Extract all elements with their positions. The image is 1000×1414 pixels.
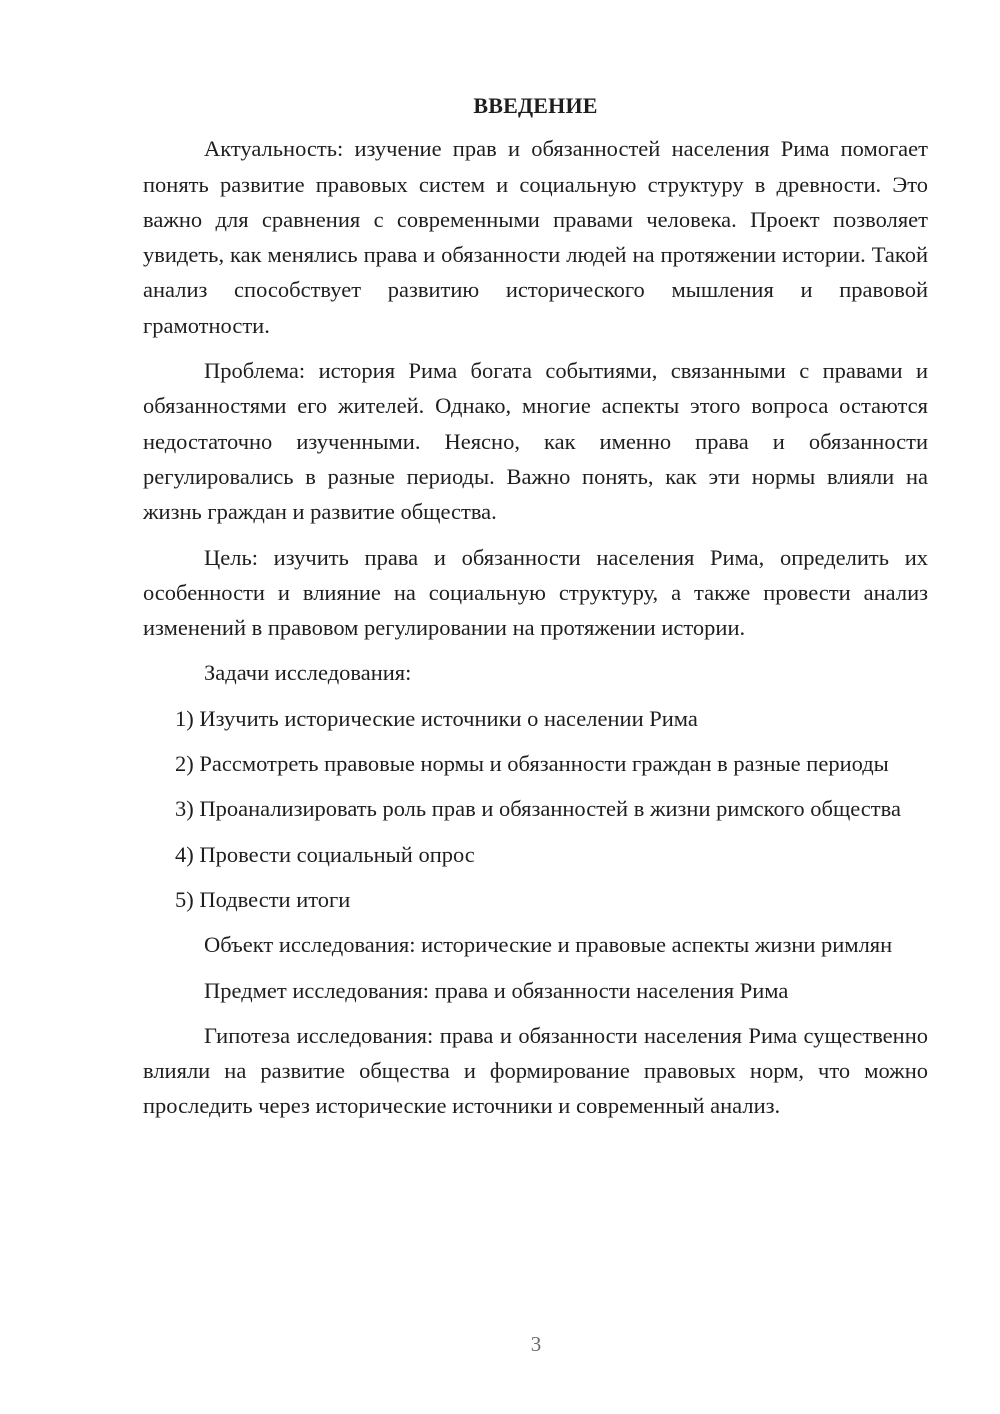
task-item: 4) Провести социальный опрос bbox=[175, 841, 475, 867]
paragraph-problem: Проблема: история Рима богата событиями, связанными с правами и обязанностями его жителей. Однако, многие аспекты этого вопроса остаются недостаточно изученными. Неясно, как именно права и обязанности регулировались в разные периоды. Важно понять, как эти нормы влияли на жизнь граждан и развитие общества. bbox=[143, 358, 928, 525]
paragraph-hypothesis: Гипотеза исследования: права и обязанности населения Рима существенно влияли на развитие общества и формирование правовых норм, что можно проследить через исторические источники и современный анализ. bbox=[143, 1022, 928, 1119]
paragraph-goal: Цель: изучить права и обязанности населения Рима, определить их особенности и влияние на социальную структуру, а также провести анализ изменений в правовом регулировании на протяжении истории. bbox=[143, 544, 928, 641]
paragraph-relevance: Актуальность: изучение прав и обязанностей населения Рима помогает понять развитие правовых систем и социальную структуру в древности. Это важно для сравнения с современными правами человека. Проект позволяет увидеть, как менялись права и обязанности людей на протяжении истории. Такой анализ способствует развитию исторического мышления и правовой грамотности. bbox=[143, 136, 928, 338]
task-item: 2) Рассмотреть правовые нормы и обязанности граждан в разные периоды bbox=[175, 751, 889, 777]
task-item: 3) Проанализировать роль прав и обязанностей в жизни римского общества bbox=[175, 796, 901, 822]
paragraph-subject: Предмет исследования: права и обязанности населения Рима bbox=[204, 977, 789, 1003]
page-content bbox=[143, 88, 928, 1134]
task-item: 5) Подвести итоги bbox=[175, 886, 351, 912]
page-title: ВВЕДЕНИЕ bbox=[473, 93, 598, 118]
paragraph-object: Объект исследования: исторические и правовые аспекты жизни римлян bbox=[204, 932, 893, 958]
page-number: 3 bbox=[530, 1332, 542, 1356]
paragraph-tasks-heading: Задачи исследования: bbox=[204, 660, 412, 686]
task-item: 1) Изучить исторические источники о населении Рима bbox=[175, 705, 698, 731]
